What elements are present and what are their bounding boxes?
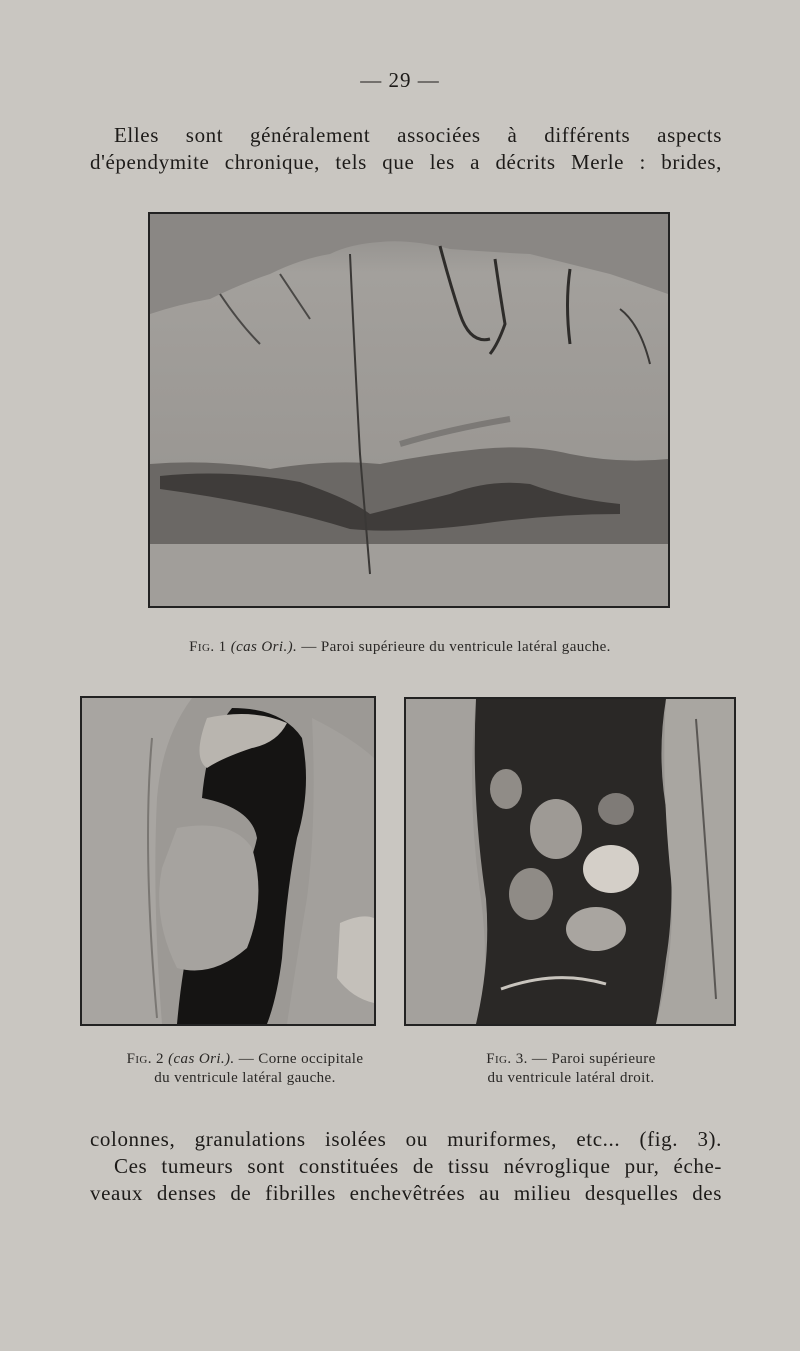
figure-3-label: Fig. 3. (486, 1051, 528, 1067)
figure-3-photograph (404, 697, 736, 1026)
figure-1-photograph (148, 212, 670, 608)
paragraph-bottom-line-2: Ces tumeurs sont constituées de tissu névroglique pur, éche- (114, 1154, 722, 1178)
figure-2-caption-text-line-1: — Corne occipitale (234, 1051, 364, 1067)
figure-2-caption-text-line-2: du ventricule latéral gauche. (154, 1070, 336, 1086)
page-number: — 29 — (360, 68, 440, 92)
figure-2-label: Fig. 2 (126, 1051, 164, 1067)
figure-1-case: (cas Ori.). (230, 639, 298, 655)
paragraph-bottom-line-3: veaux denses de fibrilles enchevêtrées au milieu desquelles des (90, 1181, 722, 1205)
figure-1-caption (0, 638, 800, 657)
paragraph-top-line-1: Elles sont généralement associées à différents aspects (114, 123, 722, 147)
paragraph-bottom (90, 1126, 722, 1207)
figure-1-caption-text: — Paroi supérieure du ventricule latéral gauche. (297, 639, 611, 655)
figure-3-caption-text-line-1: — Paroi supérieure (527, 1051, 656, 1067)
figure-2-case: (cas Ori.). (168, 1051, 235, 1067)
figure-3-caption (416, 1050, 726, 1088)
figure-1-label: Fig. 1 (189, 639, 227, 655)
paragraph-bottom-line-1: colonnes, granulations isolées ou muriformes, etc... (fig. 3). (90, 1127, 722, 1151)
paragraph-top (90, 122, 722, 176)
figure-3-caption-text-line-2: du ventricule latéral droit. (487, 1070, 655, 1086)
figure-2-photograph (80, 696, 376, 1026)
figure-2-caption (80, 1050, 410, 1088)
paragraph-top-line-2: d'épendymite chronique, tels que les a décrits Merle : brides, (90, 150, 722, 174)
